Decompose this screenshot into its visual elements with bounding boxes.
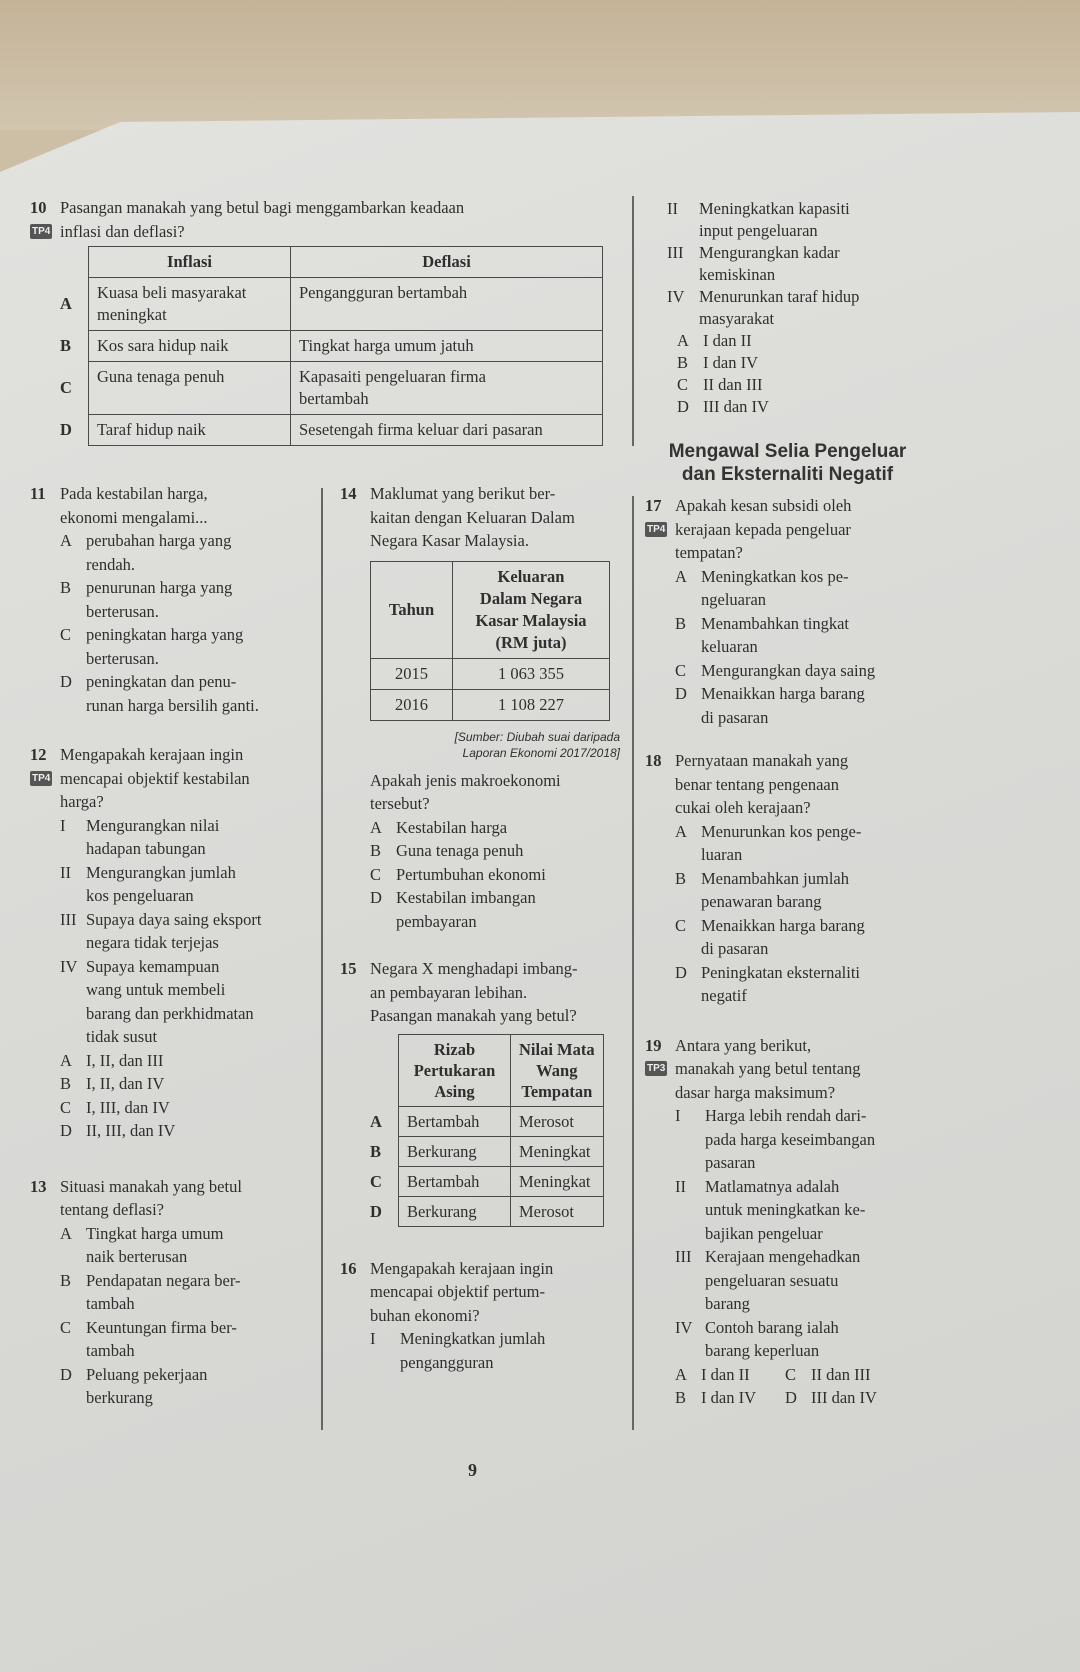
gdp-table: Tahun Keluaran Dalam Negara Kasar Malaysia (RM juta) 2015 1 063 355 2016 1 108 227 [370,561,610,721]
middle-column [340,482,620,1374]
option-label: A [370,1111,382,1131]
question-12: 12 TP4 Mengapakah kerajaan ingin mencapai objektif kestabilan harga? I Mengurangkan nilai hadapan tabungan II Mengurangkan jumlah kos pengeluaran III Supaya daya saing eksport negara tidak terjejas IV Supaya kemampuan wang untuk membeli barang dan perkhidmatan tidak susut A I, II, dan III B I, II, dan IV C I, III, dan IV D II, III, dan IV [30,745,262,1140]
question-number: 11 [30,484,46,503]
column-divider [632,196,634,446]
page-number: 9 [468,1460,477,1480]
tp-badge: TP4 [32,772,51,784]
question-13: 13 Situasi manakah yang betul tentang deflasi? A Tingkat harga umum naik berterusan B Pendapatan negara ber- tambah C Keuntungan firma ber- tambah D Peluang pekerjaan berkurang [30,1176,242,1407]
section-heading: Mengawal Selia Pengeluar dan Eksternaliti Negatif [668,441,907,485]
question-10 [30,196,620,446]
column-divider [321,488,323,1430]
balance-of-payments-table: Rizab Pertukaran Asing Nilai Mata Wang Tempatan A Bertambah Merosot B Berkurang Meningkat C Bertambah Meningkat D Berkurang Merosot [370,1034,604,1227]
question-number: 16 [340,1258,357,1278]
option-label: C [60,378,72,397]
question-number: 10 [30,198,47,217]
right-column [645,198,930,1410]
option-label: D [370,1201,382,1221]
question-18: 18 Pernyataan manakah yang benar tentang pengenaan cukai oleh kerajaan? A Menurunkan kos penge- luaran B Menambahkan jumlah penawaran barang C Menaikkan harga barang di pasaran D Peningkatan eksternaliti negatif [645,751,865,1005]
tp-badge: TP4 [32,225,51,237]
question-number: 12 [30,745,47,764]
question-number: 19 [645,1035,662,1055]
tp-badge: TP4 [647,523,666,535]
source-note: [Sumber: Diubah suai daripada Laporan Ekonomi 2017/2018] [454,729,620,760]
column-divider [632,496,634,1430]
question-number: 18 [645,751,662,770]
question-14: 14 Maklumat yang berikut ber- kaitan dengan Keluaran Dalam Negara Kasar Malaysia. Tahun Keluaran Dalam Negara Kasar Malaysia (RM juta) 2015 1 063 355 2016 1 108 227 [Sumber: Diubah suai daripada Laporan Ekonomi 2017/2018] Apakah jenis makroekonomi tersebut? A Kestabilan harga B Guna tenaga penuh C Pertumbuhan ekonomi D Kestabilan imbangan pembayaran [340,484,620,931]
question-number: 15 [340,959,357,978]
option-label: A [60,294,72,313]
question-number: 17 [645,496,662,515]
question-15: 15 Negara X menghadapi imbang- an pembayaran lebihan. Pasangan manakah yang betul? Rizab Pertukaran Asing Nilai Mata Wang Tempatan A Bertambah Merosot B Berkurang Meningkat C Bertambah Meningkat D Berkurang Merosot [340,957,620,1227]
question-number: 14 [340,484,357,503]
option-label: D [60,420,72,439]
background-wall [0,0,1080,130]
tp-badge: TP3 [647,1063,666,1074]
question-9-continuation: II Meningkatkan kapasiti input pengeluaran III Mengurangkan kadar kemiskinan IV Menurunkan taraf hidup masyarakat A I dan II B I dan IV C II dan III D III dan IV [667,199,860,416]
question-14-prompt: Apakah jenis makroekonomi tersebut? [370,770,561,813]
question-11: 11 Pada kestabilan harga, ekonomi mengalami... A perubahan harga yang rendah. B penurunan harga yang berterusan. C peningkatan harga yang berterusan. D peningkatan dan penu- runan harga bersilih ganti. [30,484,259,715]
question-number: 13 [30,1176,47,1196]
question-19: 19 TP3 Antara yang berikut, manakah yang betul tentang dasar harga maksimum? I Harga lebih rendah dari- pada harga keseimbangan pasaran II Matlamatnya adalah untuk meningkatkan ke- bajikan pengeluar III Kerajaan mengehadkan pengeluaran sesuatu barang IV Contoh barang ialah barang keperluan A I dan II C II dan III B I dan IV D III dan IV [645,1035,877,1407]
option-label: C [370,1171,382,1191]
left-column [30,482,315,1410]
question-16: 16 Mengapakah kerajaan ingin mencapai objektif pertum- buhan ekonomi? I Meningkatkan jumlah pengangguran [340,1258,554,1372]
question-10-area [30,196,620,446]
question-stem: Pasangan manakah yang betul bagi menggambarkan keadaan inflasi dan deflasi? [60,198,465,241]
option-label: B [370,1141,382,1161]
inflation-deflation-table: Inflasi Deflasi A Kuasa beli masyarakat meningkat Pengangguran bertambah B Kos sara hidup naik Tingkat harga umum jatuh C Guna tenaga penuh Kapasaiti pengeluaran firma bertambah D Taraf hidup naik Sesetengah firma keluar dari pasaran [60,246,603,446]
question-17: 17 TP4 Apakah kesan subsidi oleh kerajaan kepada pengeluar tempatan? A Meningkatkan kos pe- ngeluaran B Menambahkan tingkat keluaran C Mengurangkan daya saing D Menaikkan harga barang di pasaran [645,496,876,727]
option-label: B [60,336,72,355]
